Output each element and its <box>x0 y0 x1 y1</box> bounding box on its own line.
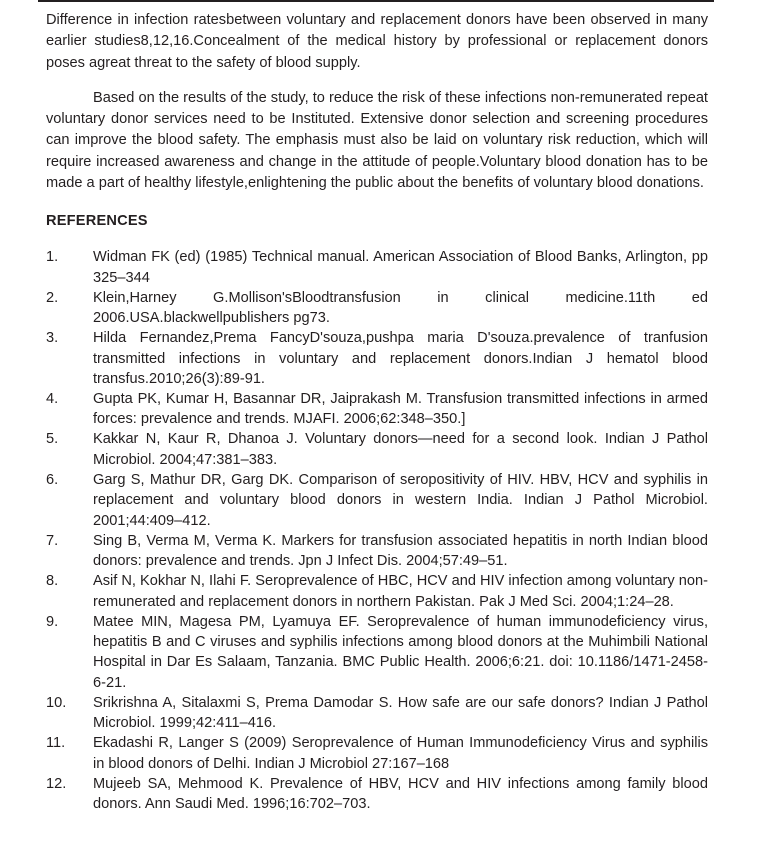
article-page <box>46 10 708 814</box>
reference-number: 8. <box>46 573 59 590</box>
reference-item <box>46 612 708 694</box>
body-paragraph-2: Based on the results of the study, to reduce the risk of these infections non-remunerated repeat voluntary donor services need to be Instituted. Extensive donor selection and screening procedures can improve the blood safety. The emphasis must also be laid on voluntary risk reduction, which will require increased awareness and change in the attitude of people.Voluntary blood donation has to be made a part of healthy lifestyle,enlightening the public about the benefits of voluntary blood donations. <box>46 89 708 192</box>
reference-text: Hilda Fernandez,Prema FancyD'souza,pushpa maria D'souza.prevalence of tranfusion transmitted infections in voluntary and replacement donors.Indian J hematol blood transfus.2010;26(3):89-91. <box>93 330 708 388</box>
reference-number: 4. <box>46 391 59 408</box>
reference-item <box>46 571 708 612</box>
reference-number: 9. <box>46 613 59 630</box>
reference-item <box>46 288 708 329</box>
reference-text: Garg S, Mathur DR, Garg DK. Comparison of seropositivity of HIV. HBV, HCV and syphilis in replacement and voluntary blood donors in western India. Indian J Pathol Microbiol. 2001;44:409–412. <box>93 471 708 529</box>
reference-item <box>46 328 708 389</box>
reference-item <box>46 531 708 572</box>
reference-number: 11. <box>46 735 66 752</box>
top-rule <box>38 0 714 2</box>
reference-text: Ekadashi R, Langer S (2009) Seroprevalence of Human Immunodeficiency Virus and syphilis in blood donors of Delhi. Indian J Microbiol 27:167–168 <box>93 735 708 772</box>
reference-number: 6. <box>46 471 59 488</box>
reference-item <box>46 429 708 470</box>
reference-number: 3. <box>46 330 59 347</box>
reference-text: Kakkar N, Kaur R, Dhanoa J. Voluntary donors—need for a second look. Indian J Pathol Microbiol. 2004;47:381–383. <box>93 431 708 468</box>
reference-number: 7. <box>46 532 59 549</box>
references-heading: REFERENCES <box>46 213 148 230</box>
references-list <box>46 247 708 814</box>
reference-item <box>46 774 708 815</box>
reference-text: Srikrishna A, Sitalaxmi S, Prema Damodar S. How safe are our safe donors? Indian J Pathol Microbiol. 1999;42:411–416. <box>93 694 708 732</box>
reference-text: Klein,Harney G.Mollison'sBloodtransfusion in clinical medicine.11th ed 2006.USA.blackwellpublishers pg73. <box>93 289 708 327</box>
reference-number: 10. <box>46 694 67 711</box>
reference-number: 5. <box>46 431 59 448</box>
reference-text: Sing B, Verma M, Verma K. Markers for transfusion associated hepatitis in north Indian blood donors: prevalence and trends. Jpn J Infect Dis. 2004;57:49–51. <box>93 532 708 570</box>
reference-text: Asif N, Kokhar N, Ilahi F. Seroprevalence of HBC, HCV and HIV infection among voluntary non-remunerated and replacement donors in northern Pakistan. Pak J Med Sci. 2004;1:24–28. <box>93 573 708 610</box>
reference-text: Matee MIN, Magesa PM, Lyamuya EF. Seroprevalence of human immunodeficiency virus, hepatitis B and C viruses and syphilis infections among blood donors at the Muhimbili National Hospital in Dar Es Salaam, Tanzania. BMC Public Health. 2006;6:21. doi: 10.1186/1471-2458-6-21. <box>93 613 708 691</box>
reference-item <box>46 389 708 430</box>
reference-text: Widman FK (ed) (1985) Technical manual. American Association of Blood Banks, Arlington, pp 325–344 <box>93 249 708 286</box>
reference-text: Gupta PK, Kumar H, Basannar DR, Jaiprakash M. Transfusion transmitted infections in armed forces: prevalence and trends. MJAFI. 2006;62:348–350.] <box>93 391 708 428</box>
reference-item <box>46 470 708 531</box>
reference-number: 2. <box>46 289 59 306</box>
reference-number: 12. <box>46 775 67 792</box>
reference-text: Mujeeb SA, Mehmood K. Prevalence of HBV, HCV and HIV infections among family blood donors. Ann Saudi Med. 1996;16:702–703. <box>93 775 708 813</box>
reference-item <box>46 247 708 288</box>
reference-item <box>46 733 708 774</box>
reference-item <box>46 693 708 734</box>
body-paragraph-1: Difference in infection ratesbetween voluntary and replacement donors have been observed in many earlier studies8,12,16.Concealment of the medical history by professional or replacement donors poses agreat threat to the safety of blood supply. <box>46 12 708 71</box>
reference-number: 1. <box>46 249 59 266</box>
